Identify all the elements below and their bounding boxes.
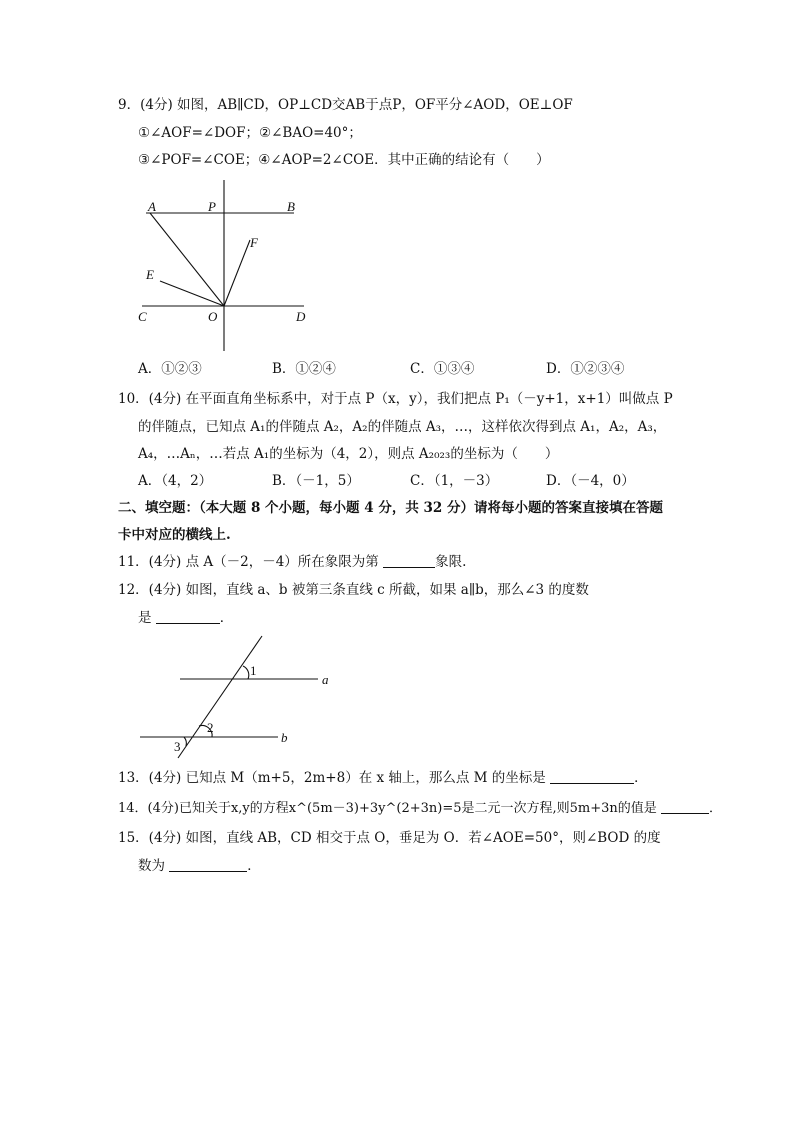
q12-line-b-label: b	[281, 730, 288, 745]
q10-option-a: A．（4，2）	[138, 473, 213, 489]
q11-answer-blank[interactable]	[383, 553, 435, 568]
q13-suffix: ．	[634, 770, 648, 786]
section2-heading-line1: 二、填空题：（本大题 8 个小题，每小题 4 分，共 32 分）请将每小题的答案直接填在答题	[118, 500, 664, 516]
q10-stem-line3: A₄，…Aₙ，…若点 A₁的坐标为（4，2），则点 A₂₀₂₃的坐标为（ ）	[138, 446, 559, 462]
q15-line2-text: 数为	[138, 858, 165, 874]
q9-label-D: D	[296, 309, 306, 324]
q13-line	[118, 769, 648, 787]
q10-stem-line1: 10．(4分) 在平面直角坐标系中，对于点 P（x，y），我们把点 P₁（－y+1，x+1）叫做点 P	[118, 391, 673, 407]
q12-stem-line2	[138, 609, 233, 627]
q9-option-d: D．①②③④	[546, 361, 625, 377]
section2-heading-line2: 卡中对应的横线上.	[118, 527, 231, 543]
q13-text: 13．(4分) 已知点 M（m+5，2m+8）在 x 轴上，那么点 M 的坐标是	[118, 770, 546, 786]
q11-suffix: 象限.	[435, 554, 467, 570]
q12-line2-end: ．	[219, 610, 234, 626]
q14-line	[118, 799, 722, 818]
q14-text: 14．(4分)已知关于x,y的方程x^(5m－3)+3y^(2+3n)=5是二元一次方程,则5m+3n的值是	[118, 801, 657, 816]
q11-text: 11．(4分) 点 A（－2，－4）所在象限为第	[118, 554, 379, 570]
q9-label-B: B	[287, 199, 295, 214]
q9-option-c: C．①③④	[410, 361, 475, 377]
q12-angle-1: 1	[250, 663, 257, 678]
q9-option-a: A．①②③	[138, 361, 202, 377]
q12-angle-2: 2	[207, 720, 214, 735]
q10-option-c: C．（1，－3）	[410, 473, 499, 489]
q12-figure	[130, 630, 350, 765]
q12-answer-blank[interactable]	[156, 609, 220, 624]
q9-stem-line2: ①∠AOF=∠DOF；②∠BAO=40°；	[138, 125, 362, 141]
q9-option-b: B．①②④	[272, 361, 336, 377]
q15-answer-blank[interactable]	[169, 857, 247, 872]
q9-label-P: P	[208, 199, 216, 214]
q9-label-E: E	[146, 267, 154, 282]
q14-suffix: ．	[708, 801, 722, 816]
q10-option-b: B．（－1，5）	[272, 473, 360, 489]
q11-line	[118, 553, 466, 571]
q9-label-F: F	[250, 235, 258, 250]
q15-line2-end: ．	[247, 858, 261, 874]
q9-label-O: O	[208, 309, 218, 324]
q13-answer-blank[interactable]	[550, 769, 634, 784]
q12-angle-3: 3	[174, 739, 181, 754]
q15-stem-line1: 15．(4分) 如图，直线 AB，CD 相交于点 O，垂足为 O．若∠AOE=50°，则∠BOD 的度	[118, 830, 661, 846]
q9-stem-line1: 9．(4分) 如图，AB∥CD，OP⊥CD交AB于点P，OF平分∠AOD，OE⊥OF	[118, 97, 573, 113]
q10-stem-line2: 的伴随点，已知点 A₁的伴随点 A₂，A₂的伴随点 A₃，…，这样依次得到点 A₁，A₂，A₃，	[138, 419, 667, 435]
q12-line-a-label: a	[322, 672, 329, 687]
q10-option-d: D．（－4，0）	[546, 473, 635, 489]
q12-stem-line1: 12．(4分) 如图，直线 a、b 被第三条直线 c 所截，如果 a∥b，那么∠3 的度数	[118, 582, 589, 598]
q9-figure	[130, 175, 330, 355]
q12-line2-text: 是	[138, 610, 152, 626]
q9-stem-line3: ③∠POF=∠COE；④∠AOP=2∠COE．其中正确的结论有（ ）	[138, 152, 550, 168]
q15-stem-line2	[138, 857, 261, 875]
q14-answer-blank[interactable]	[661, 799, 709, 814]
q9-label-A: A	[148, 199, 156, 214]
q9-label-C: C	[138, 309, 147, 324]
